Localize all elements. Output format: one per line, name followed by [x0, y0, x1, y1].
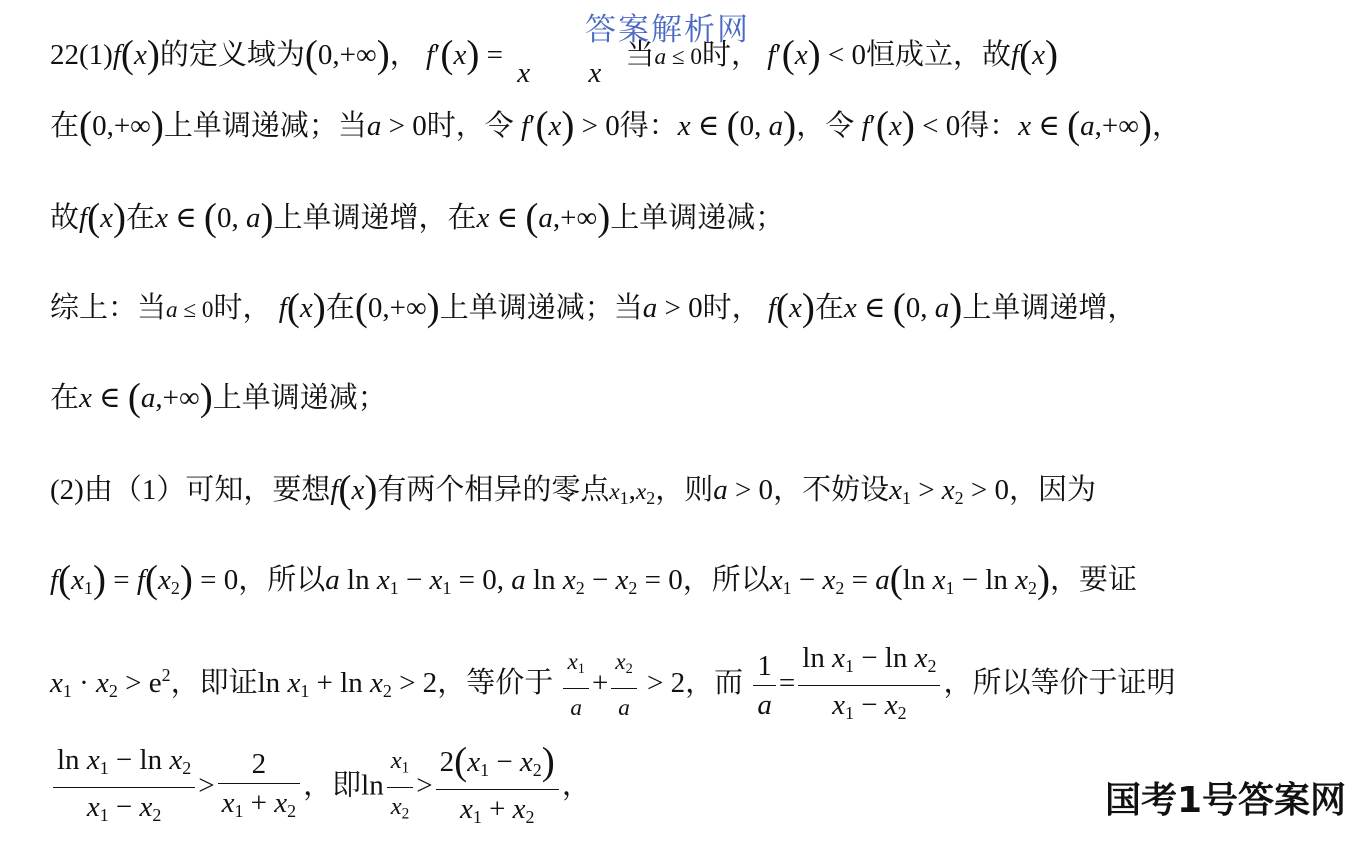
- watermark-text: 答案解析网: [585, 12, 750, 48]
- line-5: 在x ∈ (a,+∞)上单调递减；: [50, 376, 387, 420]
- line-2: 在(0,+∞)上单调递减；当a > 0时，令 f′(x) > 0得：x ∈ (0, a)，令 f′(x) < 0得：x ∈ (a,+∞)，: [50, 104, 1181, 148]
- line-6: (2)由（1）可知，要想f(x)有两个相异的零点$x_1,x_2$，则a > 0，不妨设$x_1 > x_2 > 0$，因为: [50, 468, 1097, 512]
- site-logo: 国考1号答案网: [1104, 780, 1346, 821]
- line-3: 故f(x)在x ∈ (0, a)上单调递增，在x ∈ (a,+∞)上单调递减；: [50, 196, 785, 240]
- line-8: $x_1 \cdot x_2 > e^2$，即证$\ln x_1 + \ln x_2 > 2$，等价于 $\frac{x_1}{a}$ + $\frac{x_2}{a}$ > 2，而 $\frac{1}{a}$ = $\frac{\ln x_1 - \ln x_2}{x_1 - x_2}$ ，所以等价于证明: [50, 641, 1176, 723]
- line-7: $f(x_1) = f(x_2) = 0$，所以a $\ln x_1 - x_1 = 0$, a $\ln x_2 - x_2 = 0$，所以$x_1 - x_2 = a(\ln$ $x_1 - \ln x_2$)，要证: [50, 558, 1138, 602]
- line-9: $\frac{\ln x_1 - \ln x_2}{x_1 - x_2}$ > $\frac{2}{x_1 + x_2}$ ，即ln $\frac{x_1}{x_2}$ > $\frac{2(x_1 - x_2)}{x_1 + x_2}$ ，: [50, 742, 591, 834]
- line-1: 22(1)f(x)的定义域为(0,+∞)， f′(x) = x x 当a ≤ 0时， f′(x) < 0恒成立，故f(x): [50, 33, 1059, 89]
- line-4: 综上：当a ≤ 0时， f(x)在(0,+∞)上单调递减；当a > 0时， f(x)在x ∈ (0, a)上单调递增，: [50, 286, 1137, 330]
